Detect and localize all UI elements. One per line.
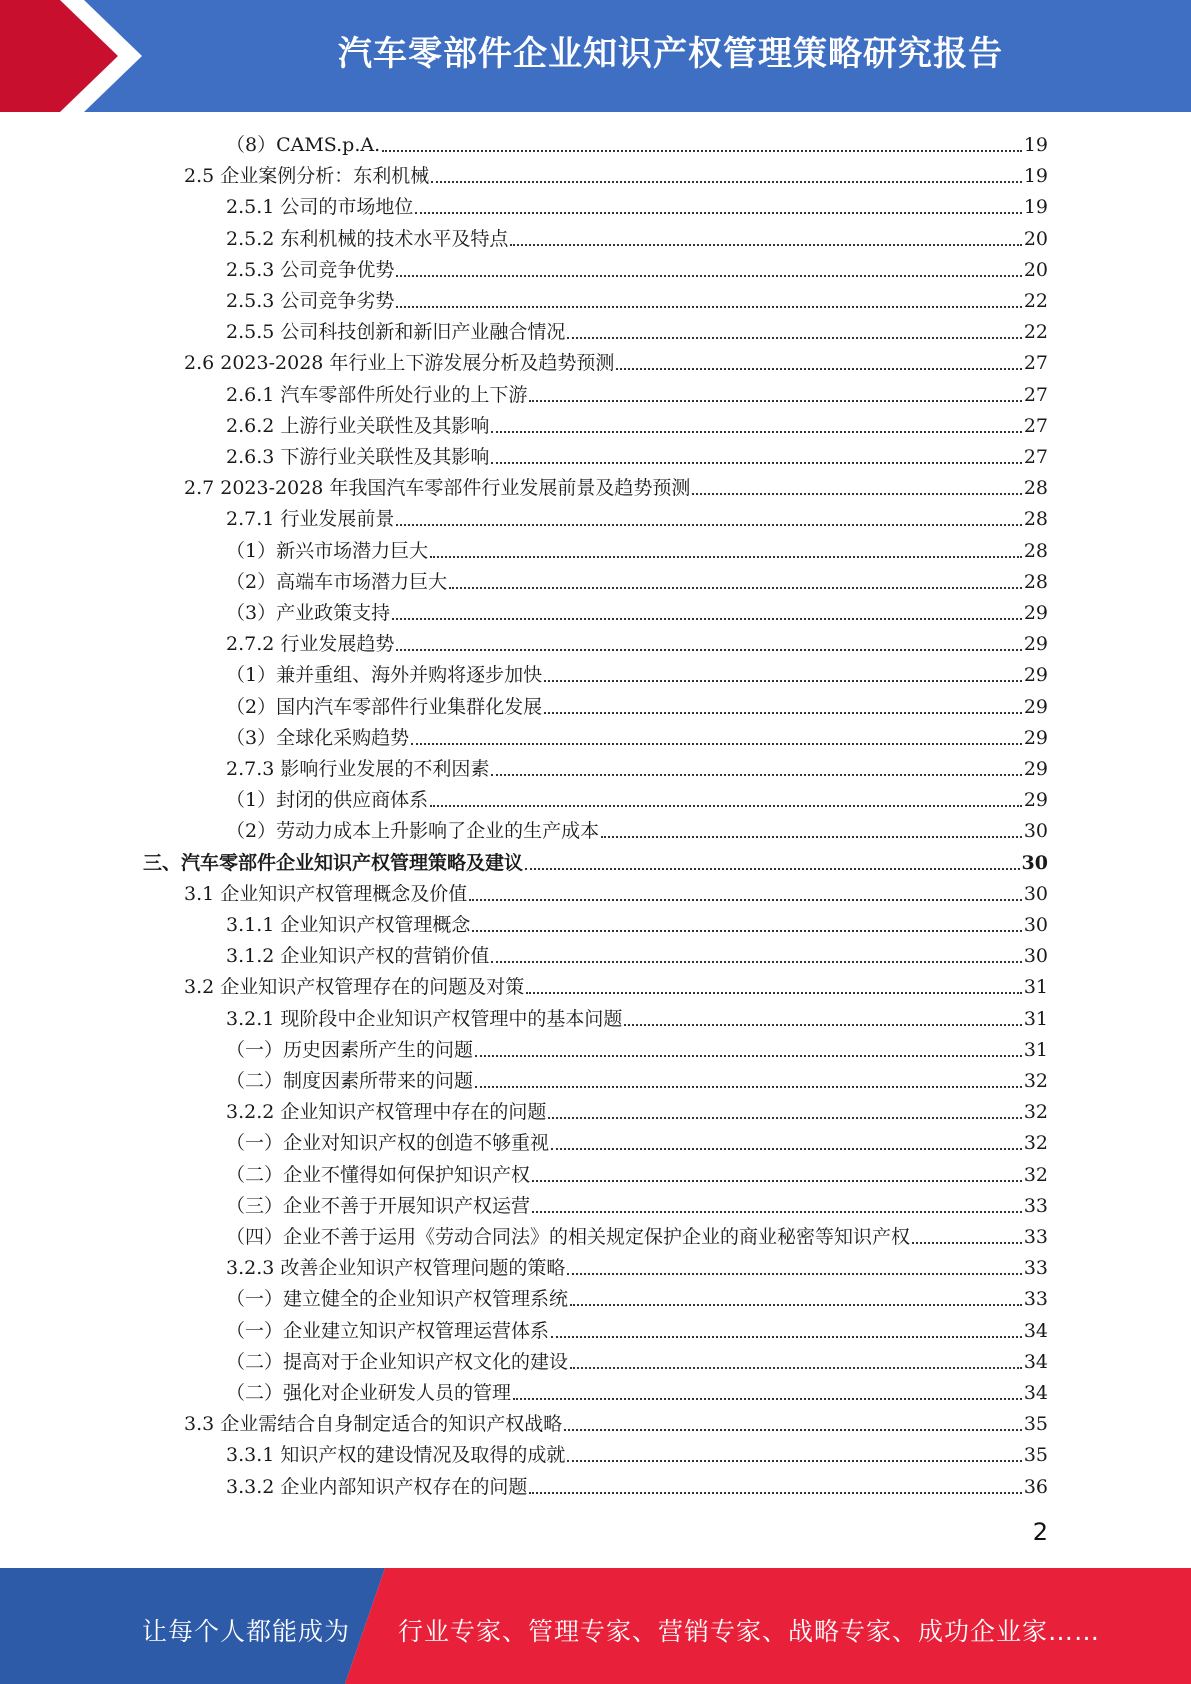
header-arrow-decoration <box>0 0 160 112</box>
page-number: 2 <box>1032 1518 1048 1546</box>
toc-leader-dots <box>567 337 1021 339</box>
toc-entry-title: 2.7.2 行业发展趋势 <box>226 633 395 656</box>
toc-leader-dots <box>601 836 1022 838</box>
toc-leader-dots <box>544 712 1022 714</box>
toc-entry-title: （1）新兴市场潜力巨大 <box>226 539 429 562</box>
toc-leader-dots <box>491 961 1021 963</box>
toc-entry[interactable] <box>184 1405 1048 1436</box>
toc-entry[interactable] <box>226 126 1048 157</box>
toc-entry-title: 2.5 企业案例分析：东利机械 <box>184 165 430 188</box>
toc-entry-page: 19 <box>1023 196 1048 219</box>
toc-leader-dots <box>624 1024 1021 1026</box>
toc-leader-dots <box>415 212 1021 214</box>
toc-leader-dots <box>567 1273 1021 1275</box>
toc-leader-dots <box>616 368 1021 370</box>
toc-entry-page: 27 <box>1023 446 1048 468</box>
toc-entry[interactable] <box>226 719 1048 750</box>
toc-leader-dots <box>430 556 1022 558</box>
toc-leader-dots <box>396 649 1021 651</box>
toc-entry[interactable] <box>226 781 1048 812</box>
toc-entry[interactable] <box>226 812 1048 843</box>
toc-leader-dots <box>692 493 1021 495</box>
toc-leader-dots <box>570 1367 1022 1369</box>
toc-leader-dots <box>449 587 1022 589</box>
toc-entry[interactable] <box>226 188 1048 219</box>
toc-entry-title: （8）CAMS.p.A. <box>226 134 381 156</box>
toc-entry-title: 3.1.2 企业知识产权的营销价值 <box>226 945 490 968</box>
toc-entry-page: 20 <box>1023 258 1048 281</box>
toc-entry[interactable] <box>226 1280 1048 1311</box>
toc-entry-page: 20 <box>1023 227 1048 250</box>
toc-entry-page: 19 <box>1023 134 1048 156</box>
toc-entry-title: 2.6.3 下游行业关联性及其影响 <box>226 446 490 468</box>
toc-entry-title: （2）国内汽车零部件行业集群化发展 <box>226 695 543 718</box>
toc-entry-page: 29 <box>1023 633 1048 656</box>
toc-entry-page: 30 <box>1023 882 1048 905</box>
toc-entry-title: 3.1.1 企业知识产权管理概念 <box>226 914 471 936</box>
toc-leader-dots <box>567 1460 1021 1462</box>
toc-entry[interactable] <box>226 251 1048 282</box>
toc-entry-title: 2.6.1 汽车零部件所处行业的上下游 <box>226 383 528 406</box>
toc-entry[interactable] <box>226 407 1048 438</box>
toc-entry[interactable] <box>184 157 1048 188</box>
toc-entry-title: （2）高端车市场潜力巨大 <box>226 570 448 593</box>
toc-entry-title: （二）企业不懂得如何保护知识产权 <box>226 1163 531 1186</box>
toc-entry-title: （四）企业不善于运用《劳动合同法》的相关规定保护企业的商业秘密等知识产权 <box>226 1226 911 1248</box>
toc-leader-dots <box>472 930 1021 932</box>
toc-entry-page: 29 <box>1023 664 1048 687</box>
toc-entry[interactable] <box>226 1249 1048 1280</box>
toc-entry-title: （3）全球化采购趋势 <box>226 726 410 749</box>
toc-entry-page: 34 <box>1023 1319 1048 1342</box>
toc-leader-dots <box>510 244 1021 246</box>
toc-entry-page: 32 <box>1023 1070 1048 1092</box>
toc-entry-title: 2.5.2 东利机械的技术水平及特点 <box>226 227 509 250</box>
toc-entry-page: 30 <box>1023 820 1048 843</box>
toc-entry[interactable] <box>184 344 1048 375</box>
toc-leader-dots <box>396 306 1021 308</box>
toc-entry-title: 2.5.5 公司科技创新和新旧产业融合情况 <box>226 321 566 344</box>
toc-entry-page: 22 <box>1023 321 1048 344</box>
toc-leader-dots <box>475 1055 1022 1057</box>
toc-entry-page: 28 <box>1023 477 1048 500</box>
toc-leader-dots <box>431 181 1022 183</box>
toc-entry-page: 29 <box>1023 726 1048 749</box>
toc-entry[interactable] <box>226 532 1048 563</box>
toc-entry-page: 27 <box>1023 414 1048 437</box>
toc-entry-page: 34 <box>1023 1350 1048 1373</box>
toc-leader-dots <box>491 431 1021 433</box>
toc-entry[interactable] <box>226 625 1048 656</box>
toc-entry-title: （三）企业不善于开展知识产权运营 <box>226 1194 531 1217</box>
toc-entry-title: 三、汽车零部件企业知识产权管理策略及建议 <box>143 851 524 874</box>
toc-entry[interactable] <box>184 968 1048 999</box>
toc-leader-dots <box>564 1429 1022 1431</box>
toc-leader-dots <box>491 462 1021 464</box>
toc-entry-title: （1）封闭的供应商体系 <box>226 789 429 812</box>
toc-leader-dots <box>529 400 1021 402</box>
toc-entry-page: 29 <box>1023 602 1048 624</box>
toc-entry[interactable] <box>226 1000 1048 1031</box>
toc-entry[interactable] <box>226 1374 1048 1405</box>
toc-entry[interactable] <box>226 1218 1048 1249</box>
toc-entry[interactable] <box>226 906 1048 937</box>
footer-slogan-left: 让每个人都能成为 <box>142 1617 351 1646</box>
toc-entry-page: 31 <box>1023 976 1048 999</box>
toc-entry-page: 27 <box>1023 383 1048 406</box>
toc-entry-title: （1）兼并重组、海外并购将逐步加快 <box>226 664 543 687</box>
toc-entry-title: 2.5.3 公司竞争劣势 <box>226 290 395 312</box>
toc-entry-page: 28 <box>1023 539 1048 562</box>
toc-entry[interactable] <box>226 1031 1048 1062</box>
toc-entry-page: 22 <box>1023 290 1048 312</box>
toc-entry-page: 19 <box>1023 165 1048 188</box>
toc-leader-dots <box>475 1086 1022 1088</box>
toc-entry-title: 2.6.2 上游行业关联性及其影响 <box>226 414 490 437</box>
toc-entry[interactable] <box>226 1156 1048 1187</box>
toc-entry-page: 35 <box>1023 1413 1048 1436</box>
toc-leader-dots <box>570 1304 1022 1306</box>
toc-leader-dots <box>532 1211 1022 1213</box>
toc-entry[interactable] <box>184 875 1048 906</box>
toc-entry[interactable] <box>226 563 1048 594</box>
toc-entry-title: 3.3.1 知识产权的建设情况及取得的成就 <box>226 1444 566 1467</box>
toc-entry-title: 3.2.3 改善企业知识产权管理问题的策略 <box>226 1257 566 1280</box>
toc-entry-title: 3.1 企业知识产权管理概念及价值 <box>184 882 468 905</box>
toc-entry-title: （二）提高对于企业知识产权文化的建设 <box>226 1350 569 1373</box>
toc-entry-title: （一）历史因素所产生的问题 <box>226 1038 474 1061</box>
document-title: 汽车零部件企业知识产权管理策略研究报告 <box>338 34 1003 74</box>
toc-entry-title: 3.2.2 企业知识产权管理中存在的问题 <box>226 1101 547 1124</box>
toc-leader-dots <box>544 680 1022 682</box>
toc-entry-page: 36 <box>1023 1475 1048 1498</box>
toc-entry-title: （2）劳动力成本上升影响了企业的生产成本 <box>226 820 600 843</box>
toc-entry-title: （一）建立健全的企业知识产权管理系统 <box>226 1288 569 1311</box>
toc-entry[interactable] <box>226 1187 1048 1218</box>
toc-entry-page: 30 <box>1023 914 1048 936</box>
toc-entry-page: 29 <box>1023 695 1048 718</box>
toc-leader-dots <box>382 150 1022 152</box>
toc-leader-dots <box>912 1242 1022 1244</box>
toc-entry-title: 2.6 2023-2028 年行业上下游发展分析及趋势预测 <box>184 352 615 375</box>
toc-entry-page: 33 <box>1023 1194 1048 1217</box>
toc-entry-page: 28 <box>1023 570 1048 593</box>
toc-entry-page: 31 <box>1023 1038 1048 1061</box>
toc-entry-page: 31 <box>1023 1007 1048 1030</box>
toc-entry[interactable] <box>226 376 1048 407</box>
toc-leader-dots <box>491 774 1021 776</box>
toc-entry-page: 35 <box>1023 1444 1048 1467</box>
toc-leader-dots <box>548 1117 1021 1119</box>
toc-entry[interactable] <box>226 750 1048 781</box>
toc-entry-title: 2.5.1 公司的市场地位 <box>226 196 414 219</box>
toc-leader-dots <box>411 743 1022 745</box>
toc-entry[interactable] <box>226 438 1048 469</box>
toc-entry[interactable] <box>226 1312 1048 1343</box>
toc-entry-title: 3.2.1 现阶段中企业知识产权管理中的基本问题 <box>226 1007 623 1030</box>
toc-entry[interactable] <box>226 937 1048 968</box>
toc-entry[interactable] <box>226 1468 1048 1499</box>
toc-entry-page: 33 <box>1023 1288 1048 1311</box>
toc-entry[interactable] <box>184 469 1048 500</box>
toc-entry-title: 2.7.3 影响行业发展的不利因素 <box>226 758 490 780</box>
toc-entry[interactable] <box>143 844 1048 875</box>
toc-entry-page: 32 <box>1023 1101 1048 1124</box>
toc-leader-dots <box>551 1148 1022 1150</box>
toc-leader-dots <box>396 275 1021 277</box>
toc-entry[interactable] <box>226 1062 1048 1093</box>
toc-entry-page: 33 <box>1023 1257 1048 1280</box>
toc-entry-page: 29 <box>1023 789 1048 812</box>
toc-entry-title: （3）产业政策支持 <box>226 602 391 624</box>
toc-entry-title: 2.5.3 公司竞争优势 <box>226 258 395 281</box>
toc-entry-title: 3.3.2 企业内部知识产权存在的问题 <box>226 1475 528 1498</box>
toc-entry[interactable] <box>226 1343 1048 1374</box>
toc-entry[interactable] <box>226 282 1048 313</box>
toc-entry[interactable] <box>226 594 1048 625</box>
toc-leader-dots <box>513 1398 1022 1400</box>
footer-slogan-right: 行业专家、管理专家、营销专家、战略专家、成功企业家…… <box>398 1617 1101 1646</box>
toc-leader-dots <box>430 805 1022 807</box>
toc-entry[interactable] <box>226 1093 1048 1124</box>
toc-leader-dots <box>392 618 1022 620</box>
toc-leader-dots <box>551 1336 1022 1338</box>
toc-entry[interactable] <box>226 1124 1048 1155</box>
toc-entry[interactable] <box>226 500 1048 531</box>
footer-banner <box>0 1568 1191 1684</box>
toc-entry-title: （二）强化对企业研发人员的管理 <box>226 1382 512 1404</box>
toc-leader-dots <box>529 1492 1021 1494</box>
toc-leader-dots <box>525 868 1020 870</box>
toc-entry-page: 29 <box>1023 758 1048 780</box>
toc-entry-title: 3.3 企业需结合自身制定适合的知识产权战略 <box>184 1413 563 1436</box>
toc-entry-page: 30 <box>1021 851 1048 874</box>
toc-leader-dots <box>396 524 1021 526</box>
toc-entry[interactable] <box>226 220 1048 251</box>
toc-entry-title: （二）制度因素所带来的问题 <box>226 1070 474 1092</box>
toc-entry-page: 34 <box>1023 1382 1048 1404</box>
toc-entry-page: 32 <box>1023 1163 1048 1186</box>
toc-entry-page: 32 <box>1023 1132 1048 1155</box>
toc-entry-title: 2.7 2023-2028 年我国汽车零部件行业发展前景及趋势预测 <box>184 477 691 500</box>
toc-entry-page: 33 <box>1023 1226 1048 1248</box>
header-banner <box>0 0 1191 112</box>
toc-leader-dots <box>526 992 1022 994</box>
toc-entry-title: （一）企业对知识产权的创造不够重视 <box>226 1132 550 1155</box>
toc-entry-title: （一）企业建立知识产权管理运营体系 <box>226 1319 550 1342</box>
toc-entry-title: 3.2 企业知识产权管理存在的问题及对策 <box>184 976 525 999</box>
toc-entry-page: 27 <box>1023 352 1048 375</box>
toc-entry[interactable] <box>226 1436 1048 1467</box>
toc-leader-dots <box>532 1180 1022 1182</box>
toc-entry[interactable] <box>226 656 1048 687</box>
toc-leader-dots <box>469 899 1022 901</box>
toc-entry[interactable] <box>226 313 1048 344</box>
toc-entry-title: 2.7.1 行业发展前景 <box>226 508 395 531</box>
toc-entry-page: 30 <box>1023 945 1048 968</box>
toc-entry[interactable] <box>226 688 1048 719</box>
toc-entry-page: 28 <box>1023 508 1048 531</box>
